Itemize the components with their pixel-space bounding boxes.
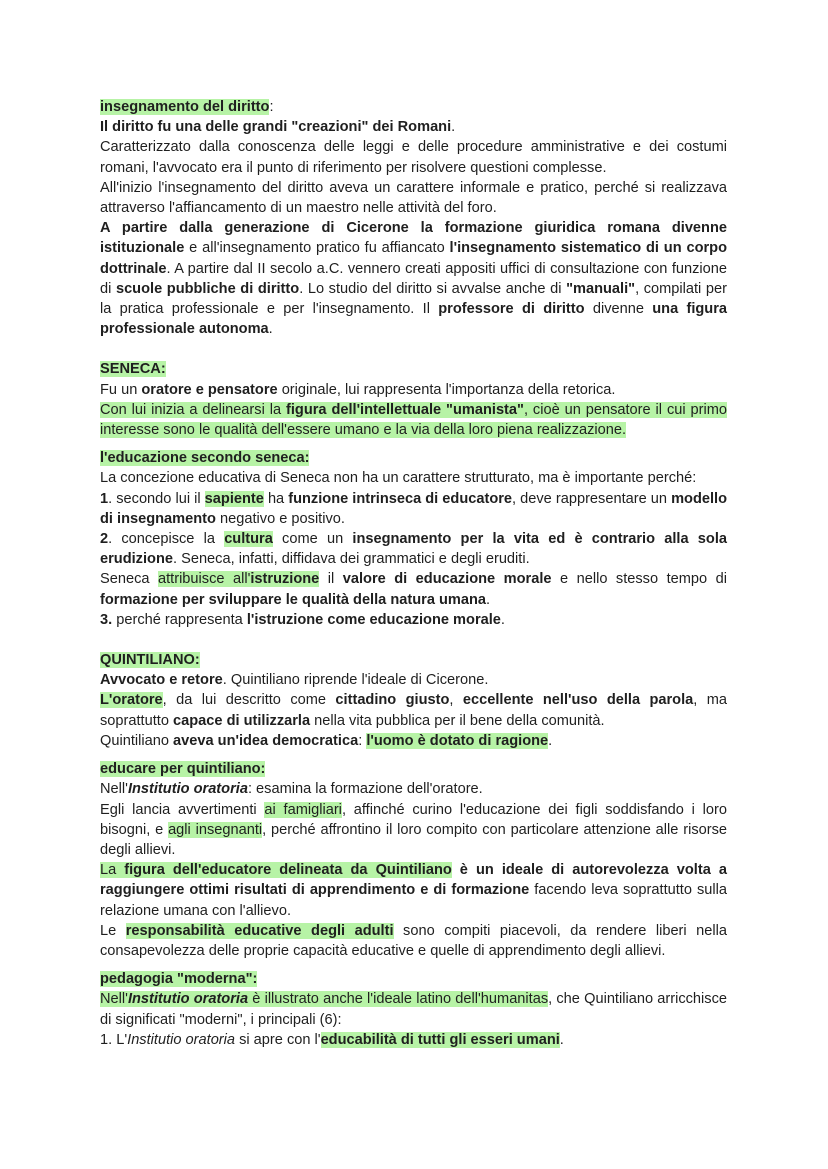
paragraph: A partire dalla generazione di Cicerone la formazione giuridica romana divenne istituzionale e all'insegnamento pratico fu affiancato l'insegnamento sistematico di un corpo dottrinale. A partire dal II secolo a.C. vennero creati appositi uffici di consultazione con funzione di scuole pubbliche di diritto. Lo studio del diritto si avvalse anche di "manuali", compilati per la pratica professionale e per l'insegnamento. Il professore di diritto divenne una figura professionale autonoma. <box>100 220 728 338</box>
paragraph: Le responsabilità educative degli adulti sono compiti piacevoli, da rendere liberi nella consapevolezza delle proprie capacità educative e quelle di apprendimento degli allievi. <box>100 922 728 959</box>
paragraph: Quintiliano aveva un'idea democratica: l'uomo è dotato di ragione. <box>100 732 553 749</box>
paragraph: Nell'Institutio oratoria: esamina la formazione dell'oratore. <box>100 781 483 798</box>
list-item: 1. L'Institutio oratoria si apre con l'educabilità di tutti gli esseri umani. <box>100 1031 564 1048</box>
section-heading-diritto: insegnamento del diritto: <box>100 99 274 115</box>
paragraph: Il diritto fu una delle grandi "creazioni" dei Romani. <box>100 119 456 136</box>
section-heading-seneca: SENECA: <box>100 361 166 378</box>
spacer <box>100 440 727 448</box>
document-page <box>100 97 727 1050</box>
paragraph: Seneca attribuisce all'istruzione il valore di educazione morale e nello stesso tempo di formazione per sviluppare le qualità della natura umana. <box>100 571 727 608</box>
list-item: 3. perché rappresenta l'istruzione come educazione morale. <box>100 611 505 628</box>
spacer <box>100 339 727 359</box>
section-heading-quintiliano: QUINTILIANO: <box>100 652 200 669</box>
paragraph: La concezione educativa di Seneca non ha un carattere strutturato, ma è importante perché: <box>100 470 697 487</box>
spacer <box>100 630 727 650</box>
paragraph: Nell'Institutio oratoria è illustrato anche l'ideale latino dell'humanitas, che Quintiliano arricchisce di significati "moderni", i principali (6): <box>100 991 727 1028</box>
list-item: 1. secondo lui il sapiente ha funzione intrinseca di educatore, deve rappresentare un modello di insegnamento negativo e positivo. <box>100 490 728 527</box>
spacer <box>100 751 727 759</box>
paragraph: Avvocato e retore. Quintiliano riprende l'ideale di Cicerone. <box>100 672 489 689</box>
spacer <box>100 961 727 969</box>
section-heading-pedagogia-moderna: pedagogia "moderna": <box>100 971 258 988</box>
section-heading-educare-quintiliano: educare per quintiliano: <box>100 761 266 778</box>
section-heading-educazione-seneca: l'educazione secondo seneca: <box>100 450 310 467</box>
paragraph: Fu un oratore e pensatore originale, lui rappresenta l'importanza della retorica. <box>100 381 616 398</box>
paragraph: All'inizio l'insegnamento del diritto aveva un carattere informale e pratico, perché si realizzava attraverso l'affiancamento di un maestro nelle attività del foro. <box>100 179 727 217</box>
paragraph: La figura dell'educatore delineata da Quintiliano è un ideale di autorevolezza volta a raggiungere ottimi risultati di apprendimento e di formazione facendo leva soprattutto sulla relazione umana con l'allievo. <box>100 862 727 919</box>
paragraph: Caratterizzato dalla conoscenza delle leggi e delle procedure amministrative e dei costumi romani, l'avvocato era il punto di riferimento per risolvere questioni complesse. <box>100 139 727 176</box>
paragraph: Con lui inizia a delinearsi la figura dell'intellettuale "umanista", cioè un pensatore il cui primo interesse sono le qualità dell'essere umano e la via della loro piena realizzazione. <box>100 401 727 439</box>
paragraph: Egli lancia avvertimenti ai famigliari, affinché curino l'educazione dei figli soddisfando i loro bisogni, e agli insegnanti, perché affrontino il loro compito con particolare attenzione alle risorse degli allievi. <box>100 801 728 858</box>
paragraph: L'oratore, da lui descritto come cittadino giusto, eccellente nell'uso della parola, ma soprattutto capace di utilizzarla nella vita pubblica per il bene della comunità. <box>100 692 728 729</box>
list-item: 2. concepisce la cultura come un insegnamento per la vita ed è contrario alla sola erudizione. Seneca, infatti, diffidava dei grammatici e degli eruditi. <box>100 531 727 568</box>
